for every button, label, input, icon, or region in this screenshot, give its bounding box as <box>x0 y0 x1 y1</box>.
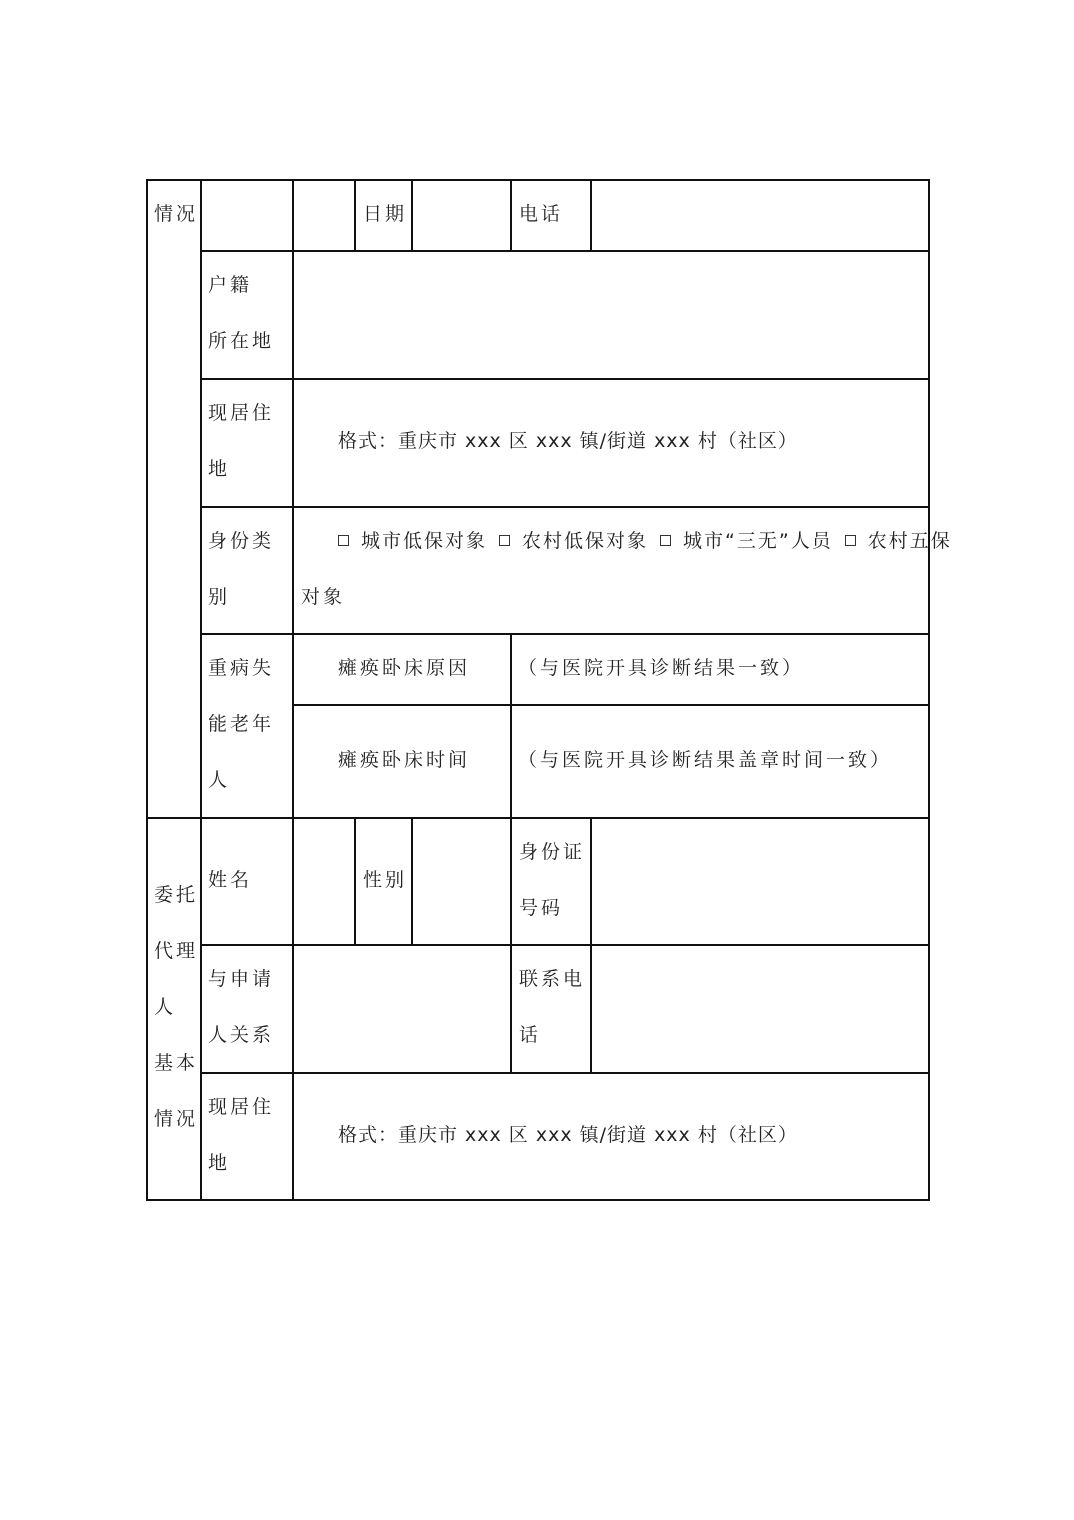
disabled-elderly-label: 人 <box>208 769 231 791</box>
phone-label: 电话 <box>519 203 564 225</box>
identity-option[interactable]: 城市低保对象 <box>336 513 487 569</box>
row-divider <box>200 1072 929 1074</box>
id-number-label: 号码 <box>519 897 564 919</box>
identity-options-cont: 对象 <box>301 586 346 608</box>
row-divider <box>200 506 929 508</box>
bedridden-time-note: （与医院开具诊断结果盖章时间一致） <box>518 749 893 771</box>
household-label: 户籍 <box>208 274 253 296</box>
identity-option[interactable]: 农村低保对象 <box>497 513 648 569</box>
identity-type-label: 别 <box>208 586 231 608</box>
date-label: 日期 <box>363 203 408 225</box>
section-label-agent: 情况 <box>154 1108 199 1130</box>
table-border-bottom <box>146 1199 929 1201</box>
agent-residence-label: 现居住 <box>208 1096 275 1118</box>
table-border-right <box>928 179 930 1201</box>
contact-phone-label: 联系电 <box>519 968 586 990</box>
disabled-elderly-label: 能老年 <box>208 713 275 735</box>
section-label-agent: 人 <box>154 996 177 1018</box>
agent-residence-label: 地 <box>208 1152 231 1174</box>
checkbox-icon[interactable] <box>499 535 510 546</box>
section-label-agent: 委托 <box>154 884 199 906</box>
column-divider <box>200 179 202 1201</box>
checkbox-icon[interactable] <box>338 535 349 546</box>
column-divider <box>292 179 294 1201</box>
column-divider <box>411 817 413 945</box>
id-number-label: 身份证 <box>519 841 586 863</box>
table-border-left <box>146 179 148 1201</box>
identity-options <box>336 513 952 569</box>
row-divider <box>200 633 929 635</box>
column-divider <box>354 817 356 945</box>
agent-residence-format-hint: 格式：重庆市 xxx 区 xxx 镇/街道 xxx 村（社区） <box>338 1124 798 1146</box>
section-divider <box>146 817 929 819</box>
relation-label: 与申请 <box>208 968 275 990</box>
disabled-elderly-label: 重病失 <box>208 657 275 679</box>
identity-option[interactable]: 城市“三无”人员 <box>658 513 833 569</box>
residence-format-hint: 格式：重庆市 xxx 区 xxx 镇/街道 xxx 村（社区） <box>338 430 798 452</box>
checkbox-icon[interactable] <box>660 535 671 546</box>
section-label-applicant: 情况 <box>154 203 199 225</box>
column-divider <box>590 817 592 1073</box>
column-divider <box>510 633 512 818</box>
section-label-agent: 基本 <box>154 1052 199 1074</box>
bedridden-time-label: 瘫痪卧床时间 <box>338 749 471 771</box>
column-divider <box>510 179 512 251</box>
checkbox-icon[interactable] <box>845 535 856 546</box>
residence-label: 现居住 <box>208 402 275 424</box>
bedridden-reason-note: （与医院开具诊断结果一致） <box>518 657 805 679</box>
gender-label: 性别 <box>363 869 408 891</box>
column-divider <box>411 179 413 251</box>
column-divider <box>590 179 592 251</box>
name-label: 姓名 <box>208 869 253 891</box>
column-divider <box>510 817 512 1073</box>
row-divider <box>200 250 929 252</box>
table-border-top <box>146 179 929 181</box>
residence-label: 地 <box>208 458 231 480</box>
row-divider <box>200 944 929 946</box>
bedridden-reason-label: 瘫痪卧床原因 <box>338 657 471 679</box>
section-label-agent: 代理 <box>154 940 199 962</box>
identity-type-label: 身份类 <box>208 530 275 552</box>
column-divider <box>354 179 356 251</box>
relation-label: 人关系 <box>208 1024 275 1046</box>
identity-option[interactable]: 农村五保 <box>843 513 952 569</box>
contact-phone-label: 话 <box>519 1024 542 1046</box>
row-divider <box>200 378 929 380</box>
household-label: 所在地 <box>208 330 275 352</box>
row-divider <box>292 704 929 706</box>
